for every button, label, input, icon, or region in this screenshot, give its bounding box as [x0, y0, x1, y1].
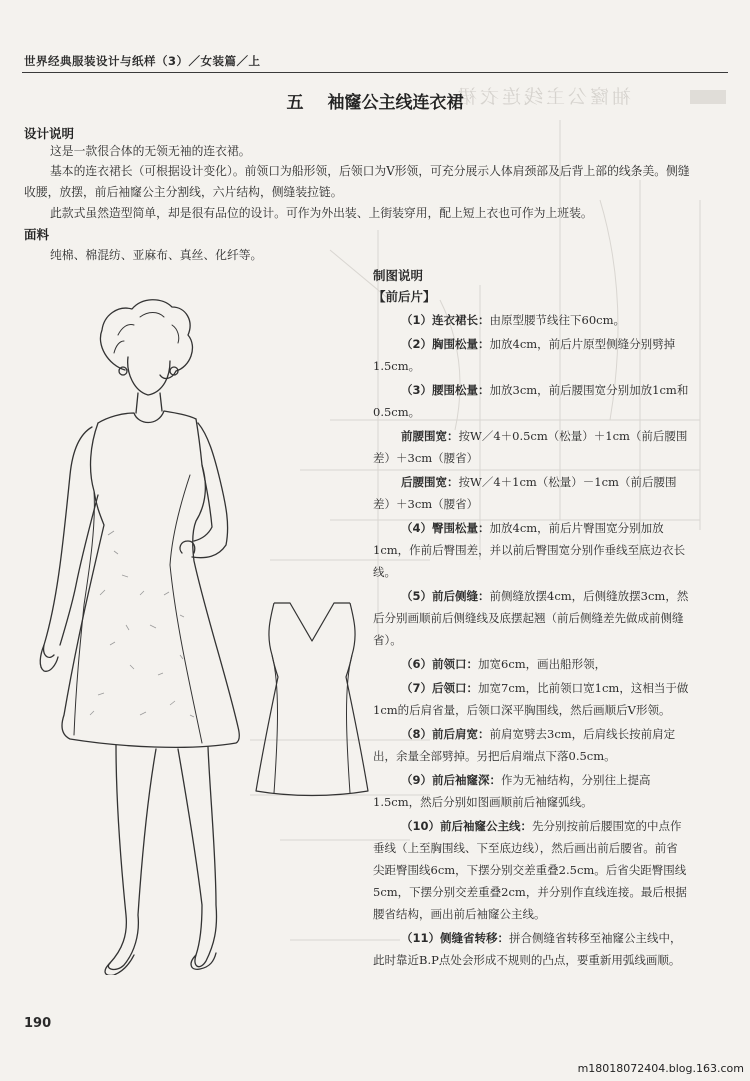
drafting-item — [373, 723, 689, 767]
item-label: （3）腰围松量： — [401, 383, 490, 397]
left-earring — [119, 367, 127, 375]
drafting-item — [373, 471, 689, 515]
item-text: 拼合侧缝省转移至袖窿公主线中，此时靠近B.P点处会形成不规则的凸点，要重新用弧线画顺。 — [373, 931, 682, 967]
item-text: 加放3cm，前后腰围宽分别加放1cm和0.5cm。 — [373, 383, 689, 419]
design-paragraph-2: 基本的连衣裙长（可根据设计变化）。前领口为船形领，后领口为V形领，可充分展示人体肩颈部及后背上部的线条美。侧缝收腰，放摆，前后袖窿公主分割线，六片结构，侧缝装拉链。 — [24, 164, 690, 199]
item-label: （8）前后肩宽： — [401, 727, 490, 741]
bleed-through-title: 袖窿公主线连衣裙 — [455, 86, 632, 108]
drafting-item — [373, 653, 689, 675]
drafting-instructions — [373, 266, 689, 973]
item-label: （7）后领口： — [401, 681, 479, 695]
item-text: 加宽6cm，画出船形领， — [478, 657, 607, 671]
item-label: （2）胸围松量： — [401, 337, 490, 351]
item-text: 加宽7cm，比前领口宽1cm，这相当于做1cm的后肩省量，后领口深平胸围线，然后画顺后V形领。 — [373, 681, 689, 717]
item-label: （5）前后侧缝： — [401, 589, 490, 603]
item-label: （4）臀围松量： — [401, 521, 490, 535]
item-text: 作为无袖结构，分别往上提高1.5cm，然后分别如图画顺前后袖窿弧线。 — [373, 773, 651, 809]
drafting-item — [373, 333, 689, 377]
drafting-item — [373, 309, 689, 331]
design-heading: 设计说明 — [24, 126, 75, 141]
item-text: 按W／4＋0.5cm（松量）＋1cm（前后腰围差）＋3cm（腰省） — [373, 429, 688, 465]
drafting-item — [373, 425, 689, 469]
item-text: 前侧缝放摆4cm，后侧缝放摆3cm，然后分别画顺前后侧缝线及底摆起翘（前后侧缝差先做成前侧缝省）。 — [373, 589, 689, 647]
left-leg — [108, 745, 156, 969]
item-label: （10）前后袖窿公主线： — [401, 819, 533, 833]
drafting-subheading: 【前后片】 — [373, 289, 436, 304]
design-paragraph-3: 此款式虽然造型简单，却是很有品位的设计。可作为外出装、上街装穿用，配上短上衣也可作为上班装。 — [50, 206, 593, 220]
right-leg — [178, 747, 217, 967]
section-number: 五 — [286, 93, 304, 113]
item-text: 前肩宽劈去3cm，后肩线长按前肩定出，余量全部劈掉。另把后肩端点下落0.5cm。 — [373, 727, 676, 763]
dress-outline — [62, 419, 239, 747]
fabric-text: 纯棉、棉混纺、亚麻布、真丝、化纤等。 — [50, 248, 263, 262]
front-princess-line-right — [170, 475, 202, 743]
drafting-item — [373, 927, 689, 971]
item-label: （9）前后袖窿深： — [401, 773, 502, 787]
drafting-item — [373, 815, 689, 925]
drafting-item — [373, 517, 689, 583]
dress-neckline — [98, 411, 196, 423]
back-dress-outline — [256, 603, 368, 796]
item-label: 前腰围宽： — [401, 429, 459, 443]
item-label: （1）连衣裙长： — [401, 313, 490, 327]
item-label: （6）前领口： — [401, 657, 479, 671]
face-outline — [128, 357, 170, 395]
series-title: 世界经典服装设计与纸样（3）／女装篇／上 — [24, 54, 261, 68]
watermark: m18018072404.blog.163.com — [577, 1062, 744, 1075]
item-text: 由原型腰节线往下60cm。 — [489, 313, 625, 327]
back-princess-line-left — [272, 655, 278, 793]
back-view-dress-sketch — [252, 595, 372, 800]
item-text: 先分别按前后腰围宽的中点作垂线（上至胸围线、下至底边线），然后画出前后腰省。前省尖距臀围线6cm，下摆分别交差重叠2.5cm。后省尖距臀围线5cm，下摆分别交差重叠2cm，并分别作直线连接。最后根据腰省结构，画出前后袖窿公主线。 — [373, 819, 687, 921]
item-label: （11）侧缝省转移： — [401, 931, 510, 945]
right-arm — [192, 423, 228, 558]
drafting-heading: 制图说明 — [373, 268, 424, 283]
section-title: 袖窿公主线连衣裙 — [327, 93, 464, 113]
drafting-item — [373, 677, 689, 721]
item-text: 按W／4＋1cm（松量）－1cm（前后腰围差）＋3cm（腰省） — [373, 475, 677, 511]
item-text: 加放4cm，前后片原型侧缝分别劈掉1.5cm。 — [373, 337, 676, 373]
item-label: 后腰围宽： — [401, 475, 459, 489]
fabric-heading: 面料 — [24, 227, 50, 242]
design-paragraph-1: 这是一款很合体的无领无袖的连衣裙。 — [50, 144, 251, 158]
item-text: 加放4cm，前后片臀围宽分别加放1cm，作前后臀围差，并以前后臀围宽分别作垂线至底边衣长线。 — [373, 521, 686, 579]
left-arm — [44, 427, 92, 657]
drafting-item — [373, 769, 689, 813]
drafting-item — [373, 585, 689, 651]
drafting-item — [373, 379, 689, 423]
back-princess-line-right — [347, 655, 353, 793]
back-v-neckline — [274, 603, 350, 641]
page-number: 190 — [24, 1016, 52, 1031]
